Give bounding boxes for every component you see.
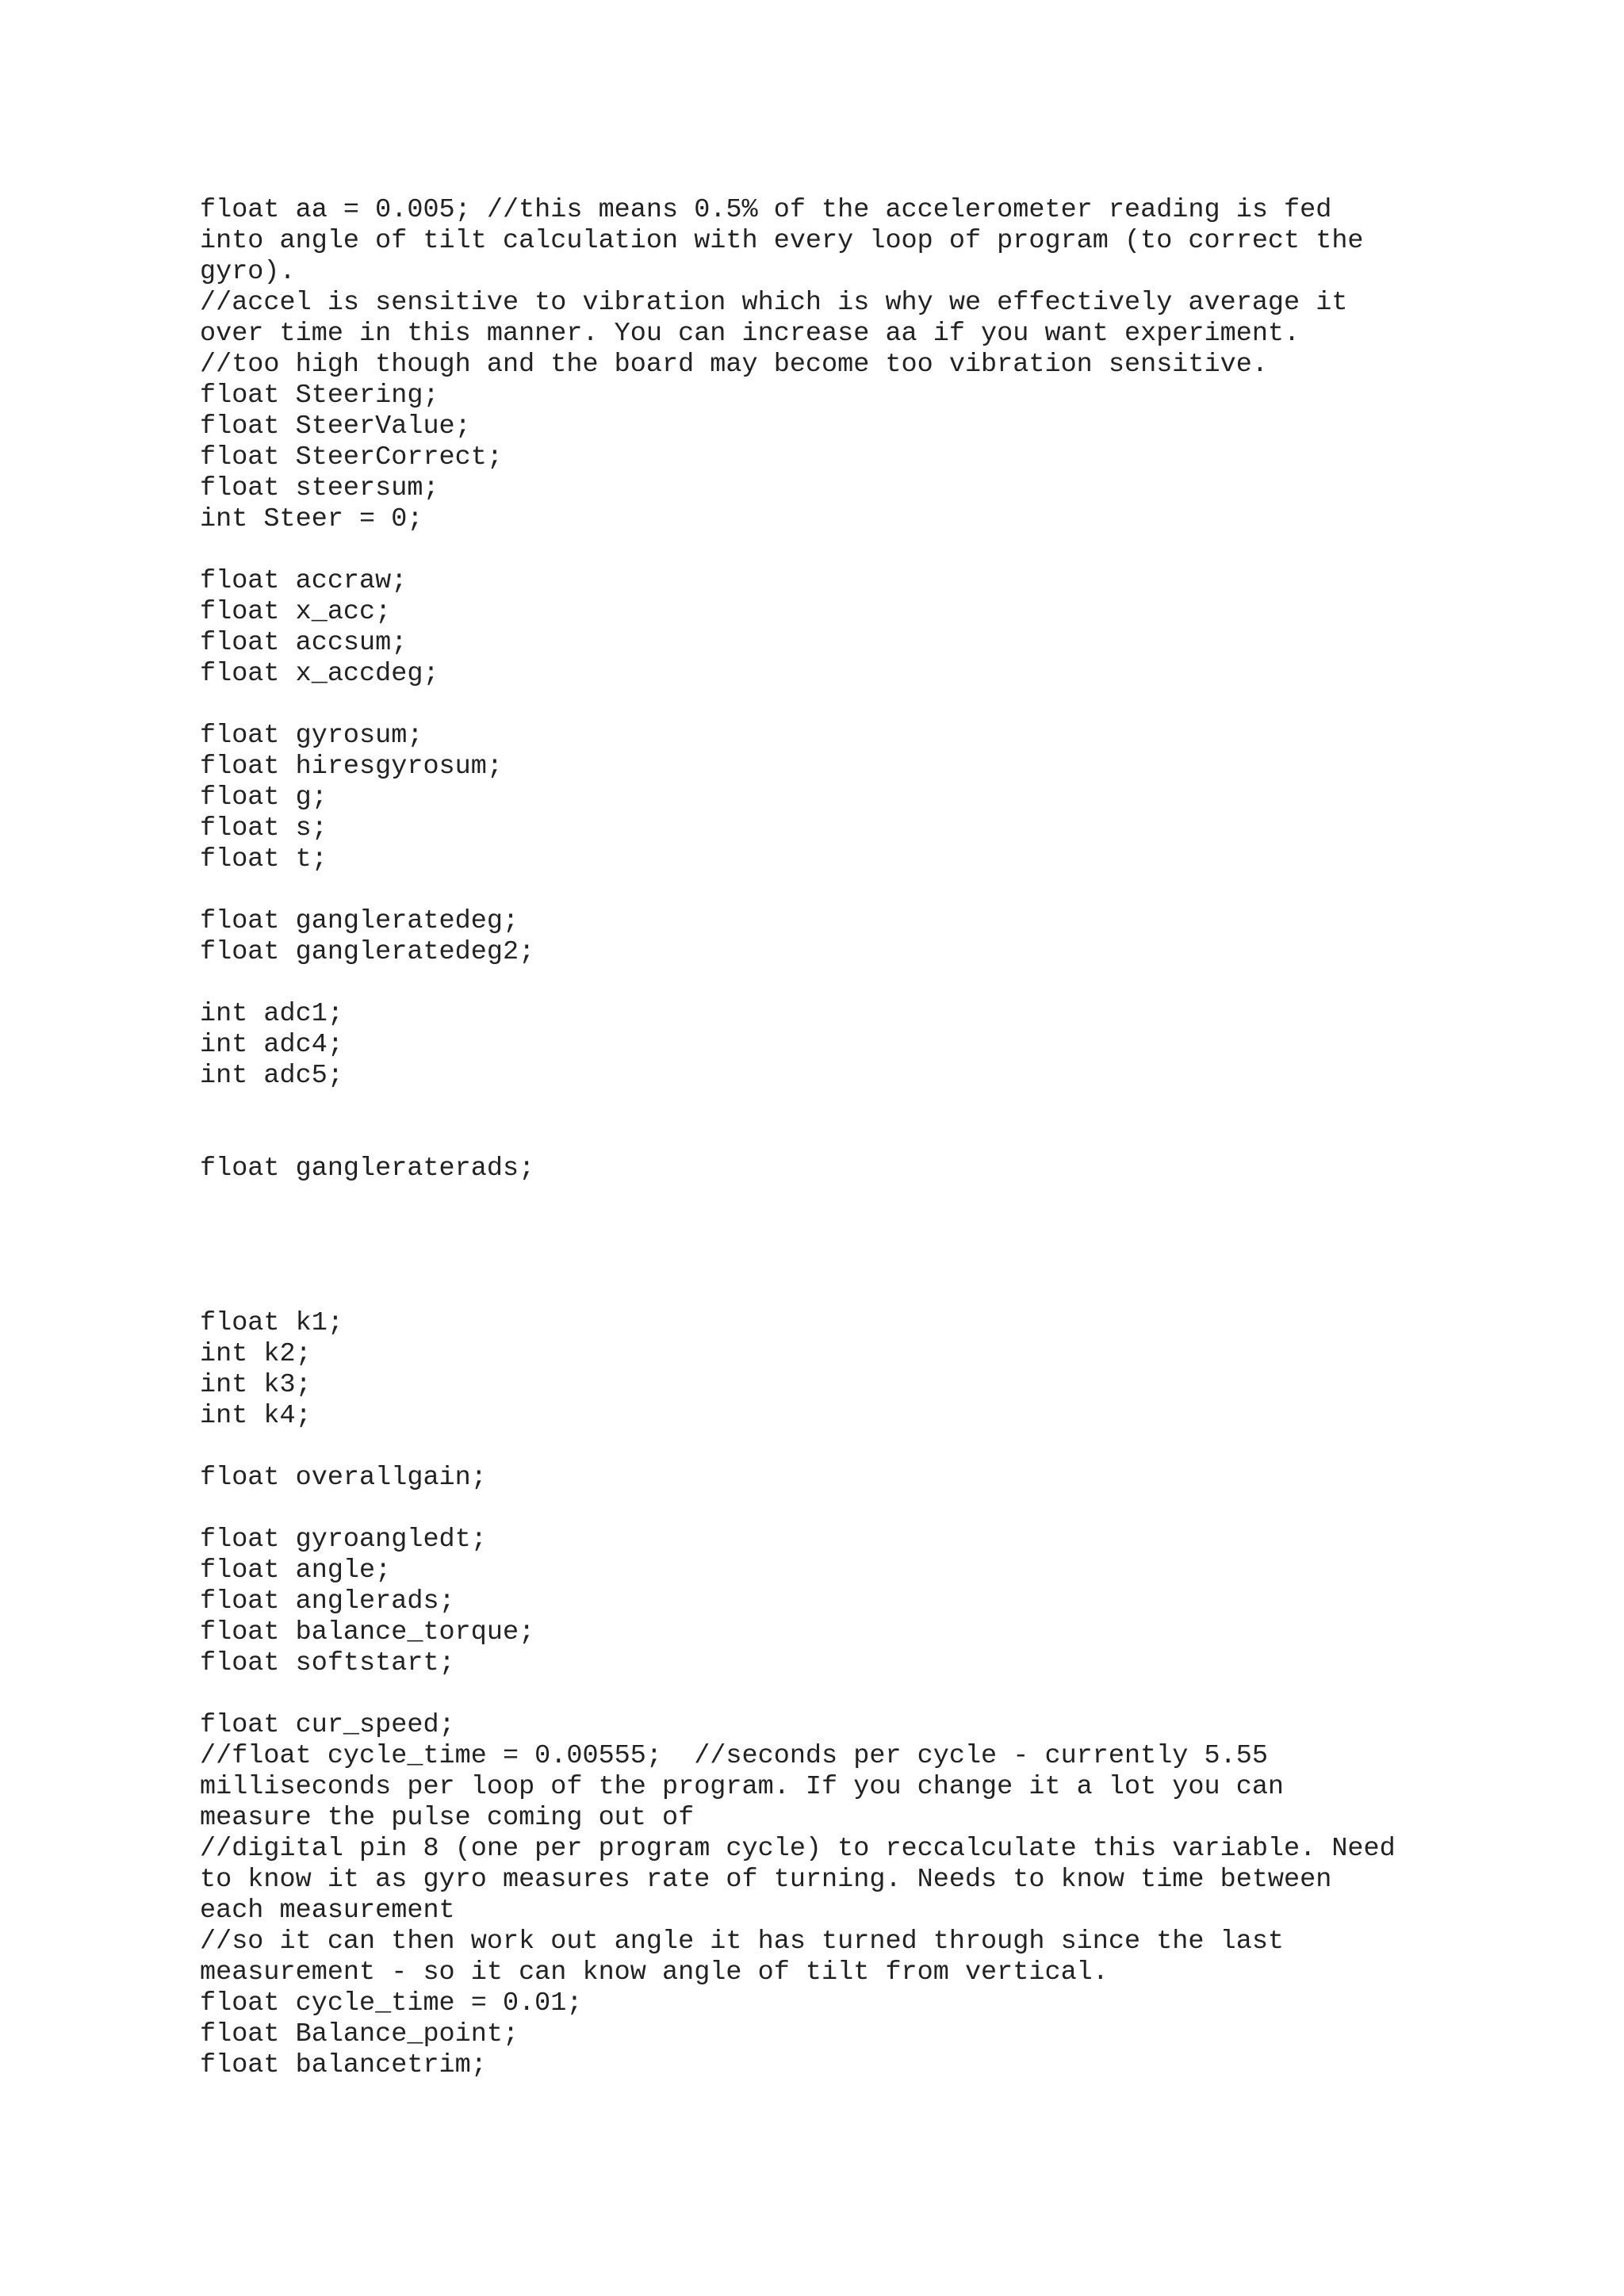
code-line: measurement - so it can know angle of tilt from vertical. <box>200 1957 1109 1988</box>
code-line: float hiresgyrosum; <box>200 752 503 782</box>
code-line: float balancetrim; <box>200 2050 487 2080</box>
code-line: float SteerCorrect; <box>200 442 503 473</box>
code-line: float angle; <box>200 1556 392 1586</box>
code-line: float accsum; <box>200 628 408 658</box>
code-line <box>200 1092 1437 1123</box>
code-line <box>200 1123 1437 1154</box>
code-line: each measurement <box>200 1896 455 1926</box>
code-line: float Balance_point; <box>200 2019 519 2049</box>
code-line: //too high though and the board may become too vibration sensitive. <box>200 350 1268 380</box>
code-line: //digital pin 8 (one per program cycle) to reccalculate this variable. Need <box>200 1834 1396 1864</box>
code-line: to know it as gyro measures rate of turning. Needs to know time between <box>200 1865 1332 1895</box>
code-line: float gyroangledt; <box>200 1525 487 1555</box>
code-line: int Steer = 0; <box>200 504 423 534</box>
code-line: float steersum; <box>200 473 439 503</box>
code-line: float balance_torque; <box>200 1617 535 1647</box>
code-line: int adc4; <box>200 1030 343 1060</box>
code-line <box>200 1277 1437 1308</box>
code-line: into angle of tilt calculation with every loop of program (to correct the <box>200 226 1364 256</box>
code-line <box>200 968 1437 999</box>
code-line: float x_accdeg; <box>200 659 439 689</box>
code-line <box>200 690 1437 721</box>
code-line: float overallgain; <box>200 1463 487 1493</box>
code-line: float gangleratedeg; <box>200 906 519 936</box>
code-line: float SteerValue; <box>200 411 471 442</box>
code-listing <box>200 195 1437 2081</box>
code-line: int adc1; <box>200 999 343 1029</box>
code-line <box>200 1679 1437 1710</box>
code-line <box>200 1494 1437 1525</box>
code-line: float softstart; <box>200 1648 455 1678</box>
code-line: float gyrosum; <box>200 721 423 751</box>
code-line: int k4; <box>200 1401 312 1431</box>
code-line: float cur_speed; <box>200 1710 455 1740</box>
code-line: float anglerads; <box>200 1586 455 1617</box>
code-line: float accraw; <box>200 566 408 596</box>
code-line: //float cycle_time = 0.00555; //seconds per cycle - currently 5.55 <box>200 1741 1268 1771</box>
code-line: //accel is sensitive to vibration which is why we effectively average it <box>200 288 1348 318</box>
code-line: //so it can then work out angle it has turned through since the last <box>200 1927 1285 1957</box>
code-line <box>200 875 1437 906</box>
code-line: float s; <box>200 813 327 844</box>
code-line: milliseconds per loop of the program. If you change it a lot you can <box>200 1772 1285 1802</box>
code-line: int adc5; <box>200 1061 343 1091</box>
code-line: float Steering; <box>200 381 439 411</box>
code-line: over time in this manner. You can increase aa if you want experiment. <box>200 319 1300 349</box>
code-line: float x_acc; <box>200 597 392 627</box>
code-line: float cycle_time = 0.01; <box>200 1988 583 2019</box>
code-line: float g; <box>200 783 327 813</box>
code-line: float gangleratedeg2; <box>200 937 535 967</box>
code-line <box>200 1432 1437 1463</box>
code-line: gyro). <box>200 257 296 287</box>
code-line <box>200 1184 1437 1215</box>
code-line: float aa = 0.005; //this means 0.5% of the accelerometer reading is fed <box>200 195 1332 225</box>
code-line: float gangleraterads; <box>200 1154 535 1184</box>
code-line: measure the pulse coming out of <box>200 1803 695 1833</box>
code-line: int k3; <box>200 1370 312 1400</box>
code-line: float k1; <box>200 1308 343 1338</box>
code-line <box>200 535 1437 566</box>
code-line: int k2; <box>200 1339 312 1369</box>
code-line <box>200 1215 1437 1246</box>
code-line <box>200 1246 1437 1277</box>
code-line: float t; <box>200 844 327 874</box>
